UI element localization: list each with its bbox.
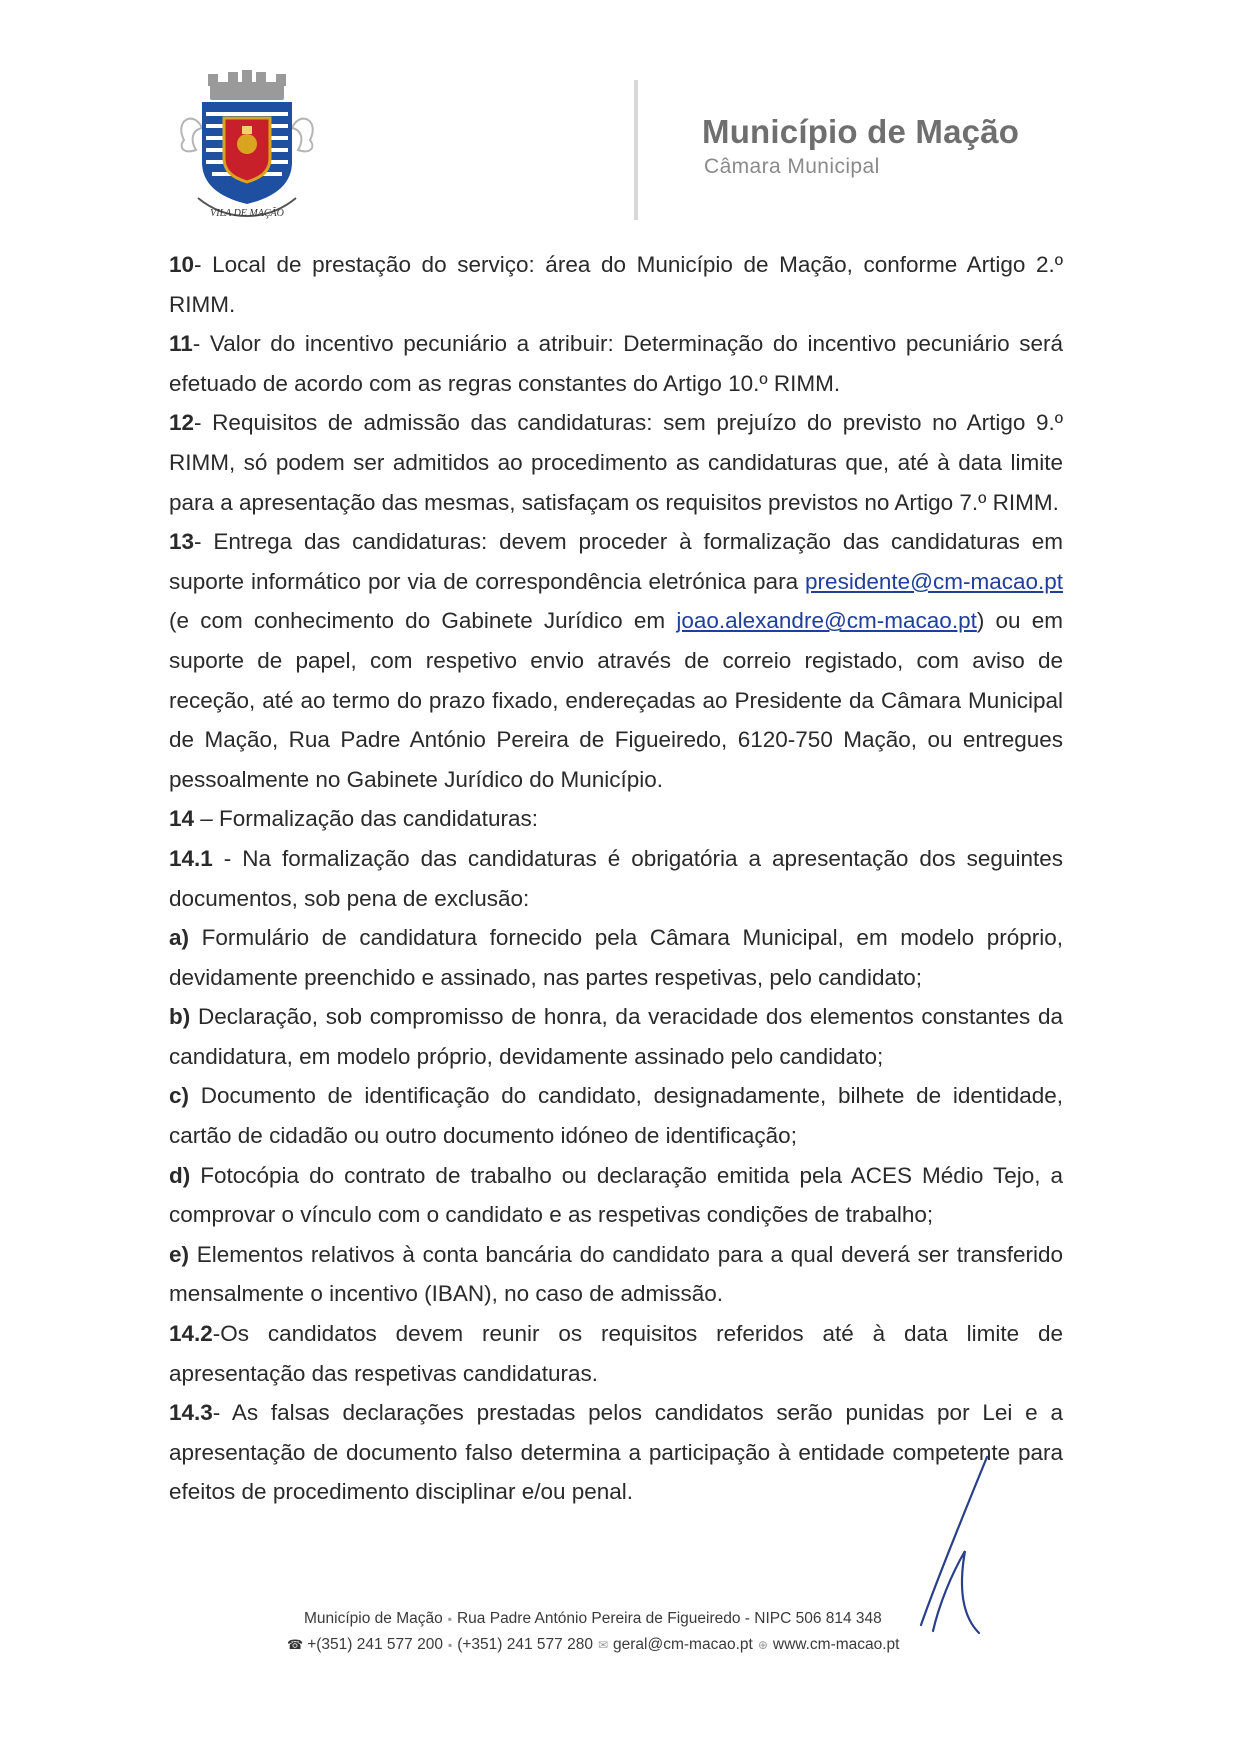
handwritten-signature	[915, 1455, 995, 1640]
paragraph-10	[169, 245, 1063, 324]
separator-icon: ▪	[447, 1612, 452, 1626]
clause-number: a)	[169, 925, 190, 951]
footer-website[interactable]: www.cm-macao.pt	[772, 1636, 900, 1653]
clause-number: 12	[169, 410, 195, 436]
footer-address: Rua Padre António Pereira de Figueiredo - NIPC 506 814 348	[456, 1610, 882, 1627]
clause-number: 11	[169, 331, 193, 357]
clause-text: - As falsas declarações prestadas pelos candidatos serão punidas por Lei e a apresentação de documento falso determina a participação à entidade competente para efeitos de procedimento disciplinar e/ou penal.	[169, 1400, 1063, 1505]
footer-contacts-line	[287, 1636, 900, 1654]
clause-number: 14.3	[169, 1400, 213, 1426]
email-link-gabinete-juridico[interactable]: joao.alexandre@cm-macao.pt	[676, 608, 977, 634]
clause-text: - Local de prestação do serviço: área do Município de Mação, conforme Artigo 2.º RIMM.	[169, 252, 1063, 317]
clause-text: (e com conhecimento do Gabinete Jurídico em	[169, 608, 677, 634]
clause-text: Declaração, sob compromisso de honra, da veracidade dos elementos constantes da candidatura, em modelo próprio, devidamente assinado pelo candidato;	[169, 1004, 1063, 1069]
clause-text: - Valor do incentivo pecuniário a atribuir: Determinação do incentivo pecuniário será efetuado de acordo com as regras constantes do Artigo 10.º RIMM.	[169, 331, 1063, 396]
clause-number: 14	[169, 806, 195, 832]
paragraph-d	[169, 1156, 1063, 1235]
clause-number: b)	[169, 1004, 191, 1030]
footer-address-line	[304, 1610, 882, 1628]
page-title: Município de Mação	[702, 113, 1020, 150]
paragraph-e	[169, 1235, 1063, 1314]
clause-text: Elementos relativos à conta bancária do candidato para a qual deverá ser transferido mensalmente o incentivo (IBAN), no caso de admissão.	[169, 1241, 1063, 1307]
paragraph-14-2	[169, 1314, 1063, 1393]
clause-number: d)	[169, 1162, 191, 1188]
clause-number: e)	[169, 1241, 190, 1267]
paragraph-c	[169, 1076, 1063, 1155]
crest-motto: VILA DE MAÇÃO	[210, 208, 284, 219]
clause-text: - Requisitos de admissão das candidaturas: sem prejuízo do previsto no Artigo 9.º RIMM, só podem ser admitidos ao procedimento as candidaturas que, até à data limite para a apresentação das mesmas, satisfaçam os requisitos previstos no Artigo 7.º RIMM.	[169, 410, 1063, 515]
paragraph-12	[169, 403, 1063, 522]
clause-text: Fotocópia do contrato de trabalho ou declaração emitida pela ACES Médio Tejo, a comprovar o vínculo com o candidato e as respetivas condições de trabalho;	[169, 1162, 1063, 1228]
page-subtitle: Câmara Municipal	[704, 155, 880, 178]
clause-text: – Formalização das candidaturas:	[194, 806, 538, 832]
clause-number: 13	[169, 529, 195, 555]
footer-org: Município de Mação	[304, 1610, 443, 1627]
clause-text: - Na formalização das candidaturas é obrigatória a apresentação dos seguintes documentos, sob pena de exclusão:	[169, 845, 1063, 911]
clause-text: Documento de identificação do candidato, designadamente, bilhete de identidade, cartão de cidadão ou outro documento idóneo de identificação;	[169, 1083, 1063, 1149]
paragraph-14-1	[169, 839, 1063, 918]
clause-text: - Entrega das candidaturas: devem proceder à formalização das candidaturas em suporte informático por via de correspondência eletrónica para	[169, 529, 1063, 594]
fax-icon: ▪	[447, 1638, 453, 1652]
email-link-presidente[interactable]: presidente@cm-macao.pt	[805, 568, 1063, 594]
clause-number: 14.2	[169, 1321, 213, 1347]
clause-number: 10	[169, 252, 195, 277]
footer-fax: (+351) 241 577 280	[457, 1636, 593, 1653]
paragraph-a	[169, 918, 1063, 997]
globe-icon: ⊕	[757, 1638, 768, 1652]
email-icon: ✉	[597, 1638, 609, 1652]
clause-text: -Os candidatos devem reunir os requisitos referidos até à data limite de apresentação das respetivas candidaturas.	[169, 1321, 1063, 1386]
footer-email[interactable]: geral@cm-macao.pt	[613, 1636, 753, 1653]
clause-number: c)	[169, 1083, 190, 1109]
paragraph-14	[169, 799, 1063, 839]
document-body	[169, 245, 1063, 1512]
paragraph-11	[169, 324, 1063, 403]
phone-icon: ☎	[287, 1637, 304, 1652]
footer-phone: +(351) 241 577 200	[307, 1636, 443, 1653]
header-divider	[634, 80, 638, 220]
paragraph-13	[169, 522, 1063, 799]
municipal-crest-icon	[172, 70, 322, 225]
paragraph-b	[169, 997, 1063, 1076]
clause-text: Formulário de candidatura fornecido pela Câmara Municipal, em modelo próprio, devidamente preenchido e assinado, nas partes respetivas, pelo candidato;	[169, 925, 1063, 990]
clause-text: ) ou em suporte de papel, com respetivo envio através de correio registado, com aviso de receção, até ao termo do prazo fixado, endereçadas ao Presidente da Câmara Municipal de Mação, Rua Padre António Pereira de Figueiredo, 6120-750 Mação, ou entregues pessoalmente no Gabinete Jurídico do Município.	[169, 608, 1064, 792]
clause-number: 14.1	[169, 845, 213, 871]
